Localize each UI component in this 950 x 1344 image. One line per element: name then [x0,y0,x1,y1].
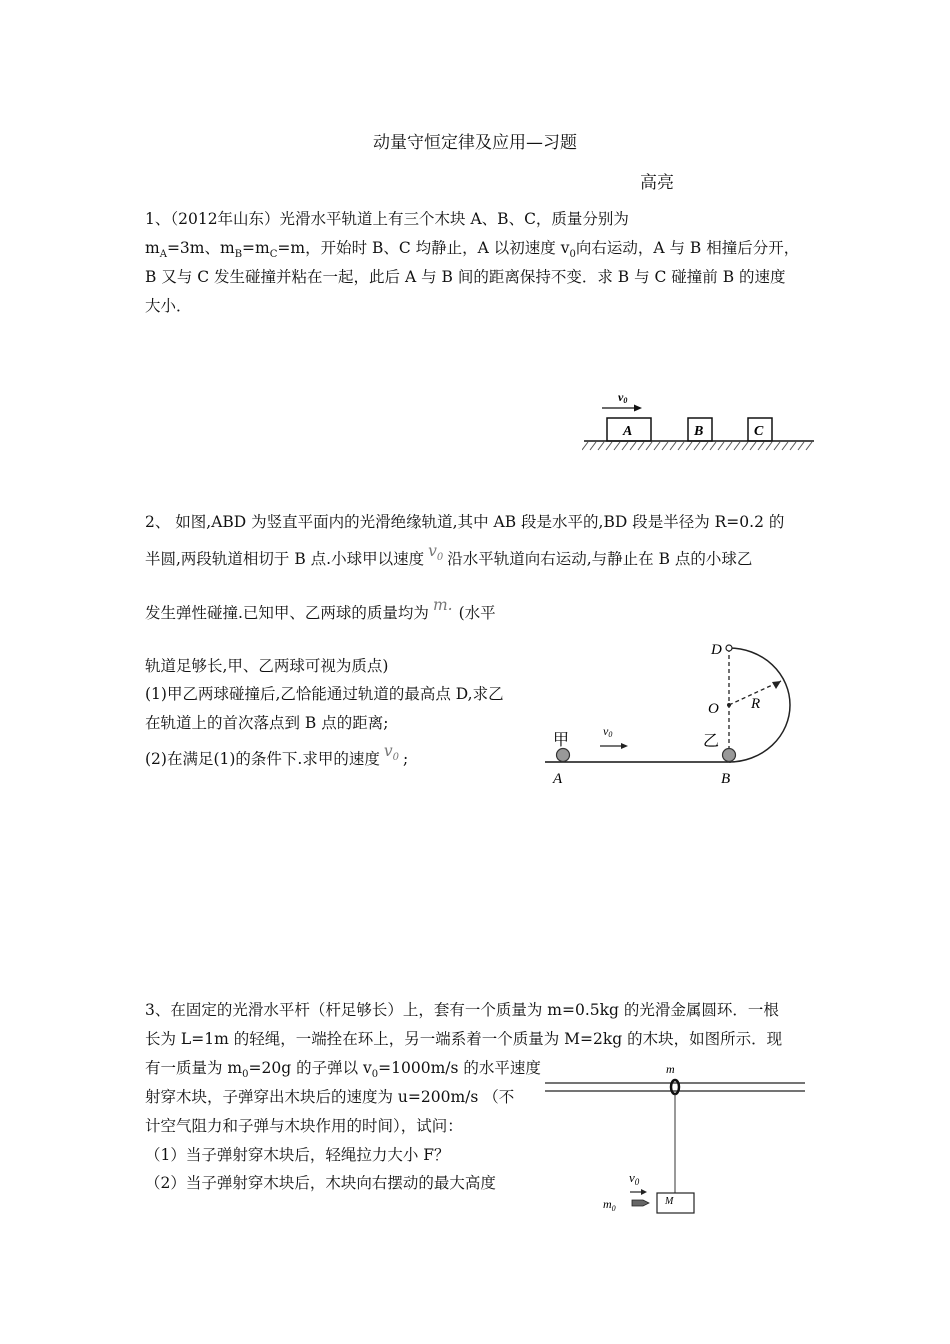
velocity-arrowhead [634,405,642,412]
point-o [727,703,731,707]
point-d [726,645,732,651]
label-a: A [623,424,633,439]
ball-yi [723,749,736,762]
problem-2-line-5: (1)甲乙两球碰撞后,乙恰能通过轨道的最高点 D,求乙 [145,685,504,703]
ball-jia [557,749,570,762]
problem-2-line-7: (2)在满足(1)的条件下.求甲的速度 $v_0$ ; [145,742,409,768]
document-title: 动量守恒定律及应用—习题 [373,133,577,153]
figure-2-semicircle-track [545,632,800,790]
problem-1-line-3: B 又与 C 发生碰撞并粘在一起，此后 A 与 B 间的距离保持不变．求 B 与 C 碰撞前 B 的速度 [145,268,786,286]
label-o: O [708,701,719,717]
m-symbol: m. [432,596,453,614]
label-jia: 甲 [553,732,570,749]
v0-symbol-2: $v_0$ [383,742,399,764]
bullet [632,1200,649,1206]
problem-3-line-1: 3、在固定的光滑水平杆（杆足够长）上，套有一个质量为 m=0.5kg 的光滑金属圆环．一根 [145,1001,779,1019]
figure-1-blocks-on-track [582,388,818,454]
label-b-2: B [721,771,731,787]
problem-3-line-5: 计空气阻力和子弹与木块作用的时间），试问： [145,1117,463,1135]
label-yi: 乙 [703,733,720,750]
label-d: D [711,642,722,658]
problem-3-line-2: 长为 L=1m 的轻绳，一端拴在环上，另一端系着一个质量为 M=2kg 的木块，如图所示．现 [145,1030,783,1048]
figure-3-ring-rope-block [545,1058,807,1216]
metal-ring [671,1080,679,1094]
problem-1-line-2: $m_A=3m$、$m_B=m_C=m$，开始时 B、C 均静止，A 以初速度 $v_0$向右运动，A 与 B 相撞后分开， [145,239,800,261]
v0-label-2: v0 [603,724,613,739]
v0-label-3: $v_0$ [629,1170,640,1187]
label-a-2: A [553,771,563,787]
problem-2-line-4: 轨道足够长,甲、乙两球可视为质点) [145,657,389,675]
wooden-block [657,1193,694,1213]
problem-3-line-4: 射穿木块，子弹穿出木块后的速度为 u=200m/s （不 [145,1088,515,1106]
label-m0: $m_0$ [603,1197,616,1213]
problem-1-line-1: 1、（2012年山东）光滑水平轨道上有三个木块 A、B、C，质量分别为 [145,210,629,228]
label-c: C [754,424,764,439]
problem-2-line-2: 半圆,两段轨道相切于 B 点.小球甲以速度 $v_0$ 沿水平轨道向右运动,与静止在 B 点的小球乙 [145,542,753,568]
problem-2-line-6: 在轨道上的首次落点到 B 点的距离; [145,714,389,732]
problem-3-line-6: （1）当子弹射穿木块后，轻绳拉力大小 F？ [145,1146,450,1164]
v0-label: v0 [618,390,628,405]
author-name: 高亮 [640,173,674,193]
label-m: m [666,1062,675,1076]
ground-hatching [582,442,812,450]
label-big-m: M [665,1196,674,1207]
problem-2-line-1: 2、 如图,ABD 为竖直平面内的光滑绝缘轨道,其中 AB 段是水平的,BD 段是半径为 R=0.2 的 [145,513,785,531]
problem-3-line-7: （2）当子弹射穿木块后，木块向右摆动的最大高度 [145,1174,496,1192]
label-b: B [694,424,704,439]
v0-symbol: $v_0$ [428,542,444,564]
label-r: R [751,696,761,712]
problem-2-line-3: 发生弹性碰撞.已知甲、乙两球的质量均为 m. (水平 [145,596,496,622]
problem-1-line-4: 大小． [145,297,192,315]
problem-3-line-3: 有一质量为 $m_0=20g$ 的子弹以 $v_0=1000m/s$ 的水平速度 [145,1059,541,1081]
radius-arrowhead [772,681,781,689]
